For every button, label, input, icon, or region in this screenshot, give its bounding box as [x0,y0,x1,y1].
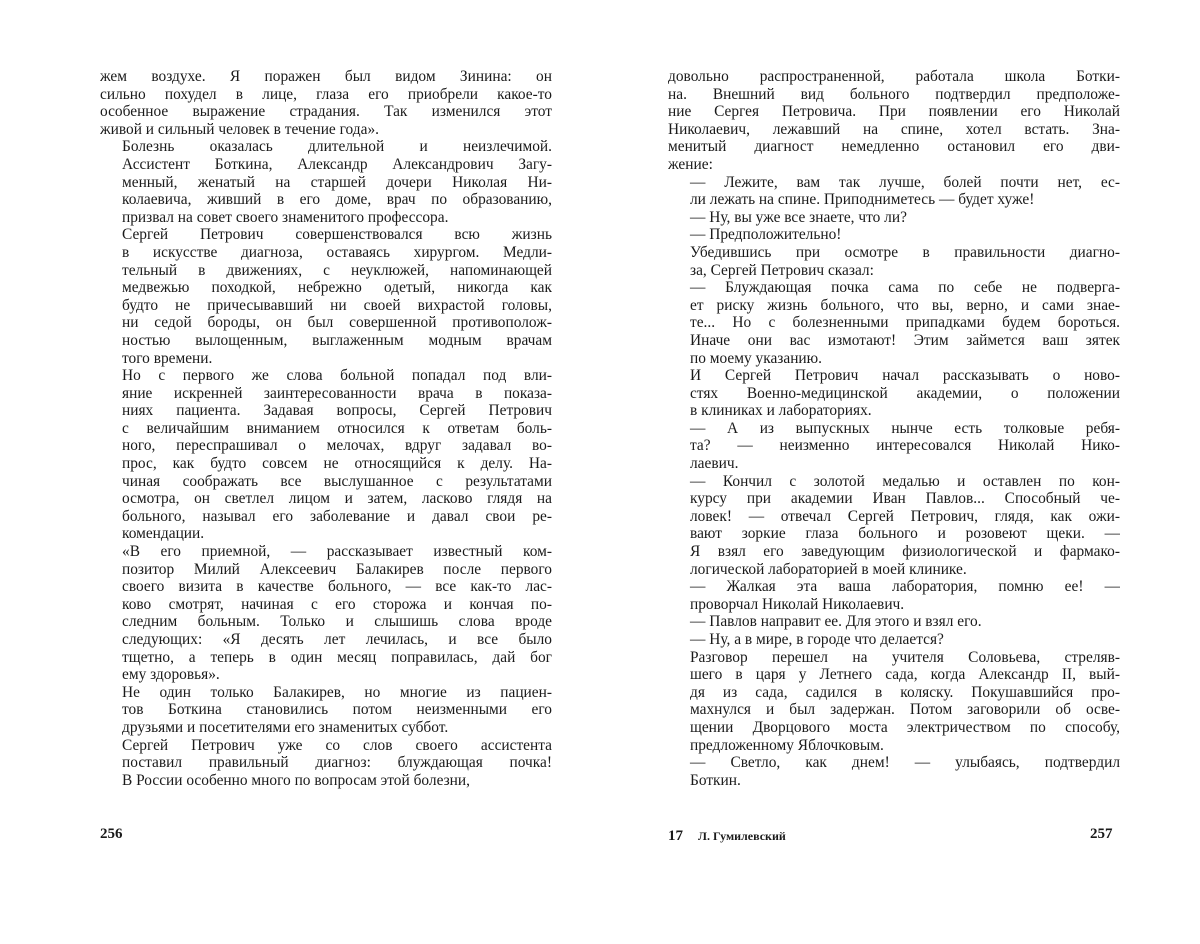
text-line: позитор Милий Алексеевич Балакирев после первого [100,561,552,579]
text-line: довольно распространенной, работала школа Ботки- [668,68,1120,86]
text-line: менный, женатый на старшей дочери Николая Ни- [100,174,552,192]
text-line: — Ну, а в мире, в городе что делается? [668,631,1120,649]
text-line: «В его приемной, — рассказывает известный ком- [100,543,552,561]
text-line: — Блуждающая почка сама по себе не подверга- [668,279,1120,297]
text-line: на. Внешний вид больного подтвердил предположе- [668,86,1120,104]
text-line: Не один только Балакирев, но многие из пациен- [100,684,552,702]
paragraph [668,226,1120,244]
right-page [668,68,1120,789]
text-line: особенное выражение страдания. Так изменился этот [100,103,552,121]
text-line: прос, как будто совсем не относящийся к делу. На- [100,455,552,473]
text-line: шего в царя у Летнего сада, когда Александр II, вый- [668,666,1120,684]
printer-signature-mark [668,828,786,845]
text-line: яние искренней заинтересованности врача в показа- [100,385,552,403]
text-line: дя из сада, садился в коляску. Покушавшийся про- [668,684,1120,702]
paragraph [100,367,552,543]
text-line: те... Но с болезненными припадками будем бороться. [668,314,1120,332]
paragraph [100,543,552,684]
text-line: — Светло, как днем! — улыбаясь, подтвердил [668,754,1120,772]
text-line: — Лежите, вам так лучше, болей почти нет, ес- [668,174,1120,192]
paragraph [668,578,1120,613]
text-line: Боткин. [668,772,1120,790]
text-line: сильно похудел в лице, глаза его приобрели какое-то [100,86,552,104]
paragraph [668,649,1120,755]
paragraph [100,138,552,226]
text-line: жем воздухе. Я поражен был видом Зинина: он [100,68,552,86]
text-line: ниях пациента. Задавая вопросы, Сергей Петрович [100,402,552,420]
text-line: следующих: «Я десять лет лечилась, и все было [100,631,552,649]
paragraph [668,244,1120,279]
right-page-number: 257 [1090,826,1113,843]
text-line: Я взял его заведующим физиологической и фармако- [668,543,1120,561]
paragraph [100,737,552,790]
text-line: вают зоркие глаза больного и розовеют щеки. — [668,525,1120,543]
text-line: ково смотрят, начиная с его сторожа и кончая по- [100,596,552,614]
text-line: ние Сергея Петровича. При появлении его Николай [668,103,1120,121]
paragraph [100,68,552,138]
text-line: тов Боткина становились потом неизменными его [100,701,552,719]
text-line: тельный в движениях, с неуклюжей, напоминающей [100,262,552,280]
text-line: Убедившись при осмотре в правильности диагно- [668,244,1120,262]
text-line: колаевича, живший в его доме, врач по образованию, [100,191,552,209]
text-line: проворчал Николай Николаевич. [668,596,1120,614]
text-line: — Павлов направит ее. Для этого и взял его. [668,613,1120,631]
text-line: Ассистент Боткина, Александр Александрович Загу- [100,156,552,174]
text-line: жение: [668,156,1120,174]
text-line: ли лежать на спине. Приподниметесь — будет хуже! [668,191,1120,209]
text-line: ему здоровья». [100,666,552,684]
text-line: живой и сильный человек в течение года». [100,121,552,139]
text-line: тщетно, а теперь в один месяц поправилась, дай бог [100,649,552,667]
text-line: своего визита в качестве больного, — все как-то лас- [100,578,552,596]
paragraph [668,279,1120,367]
text-line: в клиниках и лабораториях. [668,402,1120,420]
text-line: осмотра, он светлел лицом и затем, ласково глядя на [100,490,552,508]
paragraph [668,174,1120,209]
paragraph [668,754,1120,789]
text-line: того времени. [100,350,552,368]
text-line: Болезнь оказалась длительной и неизлечимой. [100,138,552,156]
text-line: лаевич. [668,455,1120,473]
text-line: Разговор перешел на учителя Соловьева, стреляв- [668,649,1120,667]
text-line: ностью вылощенным, выглаженным модным врачам [100,332,552,350]
text-line: курсу при академии Иван Павлов... Способный че- [668,490,1120,508]
text-line: Николаевич, лежавший на спине, хотел встать. Зна- [668,121,1120,139]
text-line: махнулся и был задержан. Потом заговорили об осве- [668,701,1120,719]
text-line: друзьями и посетителями его знаменитых суббот. [100,719,552,737]
text-line: — А из выпускных нынче есть толковые ребя- [668,420,1120,438]
text-line: ловек! — отвечал Сергей Петрович, глядя, как ожи- [668,508,1120,526]
text-line: по моему указанию. [668,350,1120,368]
text-line: поставил правильный диагноз: блуждающая почка! [100,754,552,772]
text-line: — Ну, вы уже все знаете, что ли? [668,209,1120,227]
text-line: логической лабораторией в моей клинике. [668,561,1120,579]
text-line: та? — неизменно интересовался Николай Нико- [668,437,1120,455]
text-line: Сергей Петрович уже со слов своего ассистента [100,737,552,755]
text-line: ни седой бороды, он был совершенной противополож- [100,314,552,332]
signature-author: Л. Гумилевский [698,829,786,843]
text-line: медвежью походкой, небрежно одетый, никогда как [100,279,552,297]
left-page-number: 256 [100,826,123,843]
text-line: менитый диагност немедленно остановил его дви- [668,138,1120,156]
book-spread [0,0,1200,944]
paragraph [668,420,1120,473]
text-line: больного, называл его заболевание и давал свои ре- [100,508,552,526]
text-line: — Жалкая эта ваша лаборатория, помню ее! — [668,578,1120,596]
text-line: — Кончил с золотой медалью и оставлен по кон- [668,473,1120,491]
text-line: ного, переспрашивал о мелочах, вдруг задавал во- [100,437,552,455]
paragraph [668,473,1120,579]
paragraph [668,209,1120,227]
text-line: щении Дворцового моста электричеством по способу, [668,719,1120,737]
paragraph [668,68,1120,174]
text-line: Но с первого же слова больной попадал под вли- [100,367,552,385]
text-line: Иначе они вас измотают! Этим займется ваш зятек [668,332,1120,350]
text-line: И Сергей Петрович начал рассказывать о ново- [668,367,1120,385]
text-line: комендации. [100,525,552,543]
text-line: ет риску жизнь больного, что вы, верно, и сами знае- [668,297,1120,315]
paragraph [668,613,1120,631]
text-line: с величайшим вниманием относился к ответам боль- [100,420,552,438]
text-line: призвал на совет своего знаменитого профессора. [100,209,552,227]
text-line: будто не причесывавший ни своей вихрастой головы, [100,297,552,315]
text-line: в искусстве диагноза, оставаясь хирургом. Медли- [100,244,552,262]
text-line: Сергей Петрович совершенствовался всю жизнь [100,226,552,244]
text-line: В России особенно много по вопросам этой болезни, [100,772,552,790]
text-line: предложенному Яблочковым. [668,737,1120,755]
text-line: — Предположительно! [668,226,1120,244]
paragraph [668,367,1120,420]
paragraph [100,226,552,367]
paragraph [100,684,552,737]
signature-number: 17 [668,828,683,844]
text-line: следним больным. Только и слышишь слова вроде [100,613,552,631]
text-line: чиная соображать все выслушанное с результатами [100,473,552,491]
left-page [100,68,552,789]
paragraph [668,631,1120,649]
text-line: стях Военно-медицинской академии, о положении [668,385,1120,403]
text-line: за, Сергей Петрович сказал: [668,262,1120,280]
